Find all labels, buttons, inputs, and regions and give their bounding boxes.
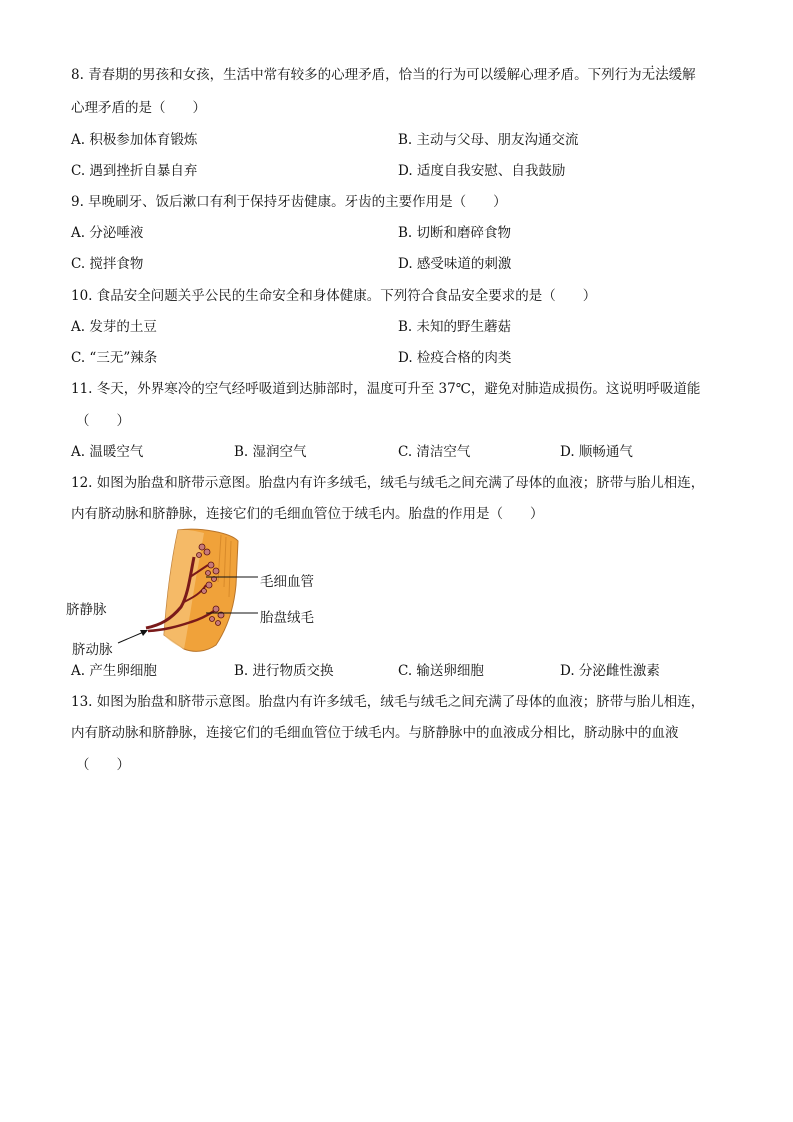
q8-option-a[interactable]: A. 积极参加体育锻炼 [71, 132, 198, 148]
q10-stem: 10. 食品安全问题关乎公民的生命安全和身体健康。下列符合食品安全要求的是（ ） [71, 288, 597, 304]
q12-stem-line2: 内有脐动脉和脐静脉，连接它们的毛细血管位于绒毛内。胎盘的作用是（ ） [71, 506, 544, 522]
q8-option-c[interactable]: C. 遇到挫折自暴自弃 [71, 163, 198, 179]
q10-option-d[interactable]: D. 检疫合格的肉类 [398, 350, 512, 366]
q8-stem-post: 缓解 [668, 67, 696, 83]
q8-stem-emphasis: 无法 · · [642, 67, 669, 83]
q11-stem-line2: （ ） [76, 413, 130, 429]
q8-option-d[interactable]: D. 适度自我安慰、自我鼓励 [398, 163, 566, 179]
q12-option-a[interactable]: A. 产生卵细胞 [71, 663, 157, 679]
q13-stem-line2: 内有脐动脉和脐静脉，连接它们的毛细血管位于绒毛内。与脐静脉中的血液成分相比，脐动脉中的血液 [71, 725, 679, 741]
q12-option-b[interactable]: B. 进行物质交换 [234, 663, 334, 679]
label-umbilical-vein: 脐静脉 [66, 602, 107, 618]
q11-option-a[interactable]: A. 温暖空气 [71, 444, 144, 460]
q8-stem-pre: 8. 青春期的男孩和女孩，生活中常有较多的心理矛盾，恰当的行为可以缓解心理矛盾。下列行为 [71, 67, 642, 83]
placenta-umbilical-diagram [66, 527, 336, 659]
q11-option-d[interactable]: D. 顺畅通气 [560, 444, 633, 460]
q11-stem-line1: 11. 冬天，外界寒冷的空气经呼吸道到达肺部时，温度可升至 37℃，避免对肺造成损伤。这说明呼吸道能 [71, 381, 701, 397]
q12-stem-line1: 12. 如图为胎盘和脐带示意图。胎盘内有许多绒毛，绒毛与绒毛之间充满了母体的血液；脐带与胎儿相连， [71, 475, 705, 491]
q8-stem-line1 [71, 66, 696, 84]
q13-stem-line1: 13. 如图为胎盘和脐带示意图。胎盘内有许多绒毛，绒毛与绒毛之间充满了母体的血液；脐带与胎儿相连， [71, 694, 705, 710]
label-umbilical-artery: 脐动脉 [72, 642, 113, 658]
q9-stem: 9. 早晚刷牙、饭后漱口有利于保持牙齿健康。牙齿的主要作用是（ ） [71, 194, 507, 210]
q9-option-b[interactable]: B. 切断和磨碎食物 [398, 225, 512, 241]
q8-option-b[interactable]: B. 主动与父母、朋友沟通交流 [398, 132, 579, 148]
q12-option-c[interactable]: C. 输送卵细胞 [398, 663, 484, 679]
q8-stem-line2: 心理矛盾的是（ ） [71, 100, 206, 116]
q10-option-b[interactable]: B. 未知的野生蘑菇 [398, 319, 512, 335]
q11-option-c[interactable]: C. 清洁空气 [398, 444, 471, 460]
q10-option-c[interactable]: C. “三无”辣条 [71, 350, 158, 366]
q10-option-a[interactable]: A. 发芽的土豆 [71, 319, 157, 335]
label-capillary: 毛细血管 [260, 574, 314, 590]
q9-option-a[interactable]: A. 分泌唾液 [71, 225, 144, 241]
q12-option-d[interactable]: D. 分泌雌性激素 [560, 663, 660, 679]
q13-stem-line3: （ ） [76, 757, 130, 773]
q9-option-d[interactable]: D. 感受味道的刺激 [398, 256, 512, 272]
label-placental-villi: 胎盘绒毛 [260, 610, 314, 626]
q9-option-c[interactable]: C. 搅拌食物 [71, 256, 144, 272]
q11-option-b[interactable]: B. 湿润空气 [234, 444, 307, 460]
